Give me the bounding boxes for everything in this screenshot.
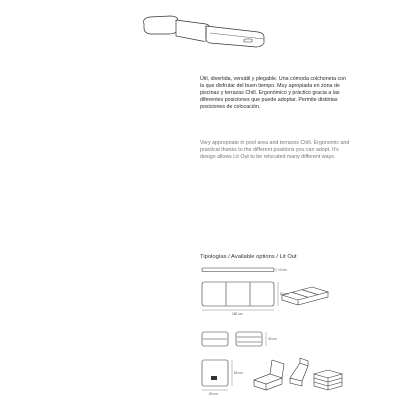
description-english: Very appropriate in pool area and terraces Chill. Ergonomic and practical thanks to the different positions you can adopt. It's design allows Lit Out to be relocated many different ways. [200,140,350,160]
dim-height-seat: 65 cm [234,371,243,375]
top-view-mattress [202,282,274,306]
dim-thickness: 10 cm [278,268,287,272]
dim-width-seat: 60 cm [209,392,218,396]
dim-width: 60 cm [280,292,289,296]
lounger-perspective [290,358,308,386]
perspective-flat-mattress [282,287,328,305]
folded-side-view [236,332,262,346]
dim-height-folded: 40 cm [268,337,277,341]
side-view-strip [202,268,274,272]
seat-front-view [202,360,228,386]
mattress-bottom-section [206,26,264,47]
mattress-handle [244,39,252,42]
dim-length: 180 cm [232,312,243,316]
mattress-middle-section [176,20,210,41]
stacked-cube [314,370,342,390]
handle-icon [211,376,217,380]
description-spanish: Útil, divertida, versátil y plegable. Una cómoda colchoneta con la que disfrutar del buen tiempo. Muy apropiada en zona de piscinas y terrazas Chill. Ergonómico y práctico gracia a las diferentes posiciones que puede adoptar. Permite distintas posiciones de colocación. [200,76,347,110]
folding-mattress-illustration [140,12,268,52]
options-section-title: Tipologías / Available options / Lit Out [200,254,297,260]
mattress-top-section [144,16,178,34]
seat-perspective [254,360,284,390]
dimension-drawings [190,262,350,400]
